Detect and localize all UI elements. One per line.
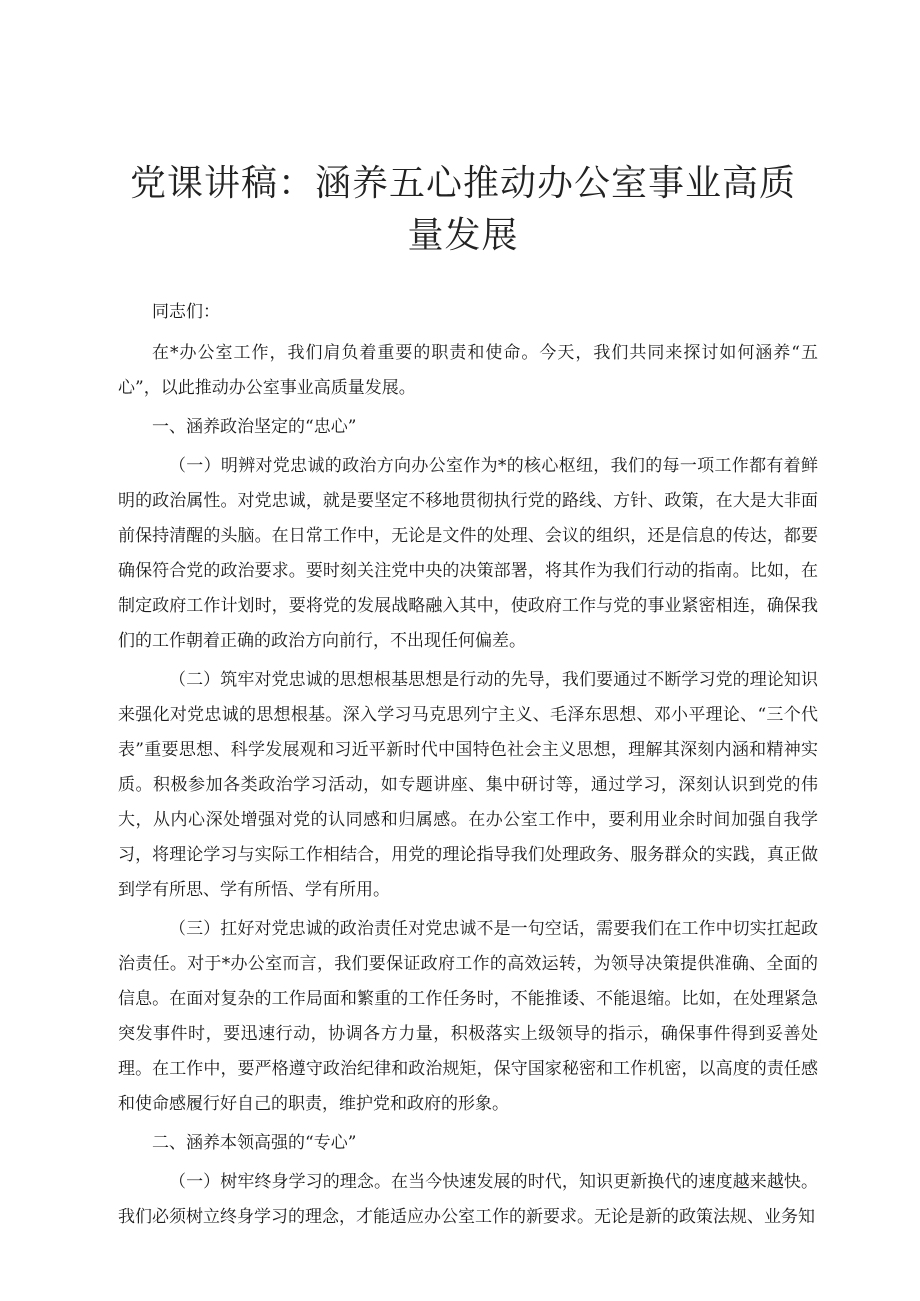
document-body (118, 295, 818, 1239)
section-1-paragraph-2: （二）筑牢对党忠诚的思想根基思想是行动的先导，我们要通过不断学习党的理论知识来强化对党忠诚的思想根基。深入学习马克思列宁主义、毛泽东思想、邓小平理论、“三个代表”重要思想、科学发展观和习近平新时代中国特色社会主义思想，理解其深刻内涵和精神实质。积极参加各类政治学习活动，如专题讲座、集中研讨等，通过学习，深刻认识到党的伟大，从内心深处增强对党的认同感和归属感。在办公室工作中，要利用业余时间加强自我学习，将理论学习与实际工作相结合，用党的理论指导我们处理政务、服务群众的实践，真正做到学有所思、学有所悟、学有所用。 (118, 670, 818, 900)
intro-paragraph: 在*办公室工作，我们肩负着重要的职责和使命。今天，我们共同来探讨如何涵养“五心”，以此推动办公室事业高质量发展。 (118, 343, 818, 398)
document-title: 党课讲稿：涵养五心推动办公室事业高质量发展 (129, 163, 796, 256)
section-1-paragraph-1: （一）明辨对党忠诚的政治方向办公室作为*的核心枢纽，我们的每一项工作都有着鲜明的政治属性。对党忠诚，就是要坚定不移地贯彻执行党的路线、方针、政策，在大是大非面前保持清醒的头脑。在日常工作中，无论是文件的处理、会议的组织，还是信息的传达，都要确保符合党的政治要求。要时刻关注党中央的决策部署，将其作为我们行动的指南。比如，在制定政府工作计划时，要将党的发展战略融入其中，使政府工作与党的事业紧密相连，确保我们的工作朝着正确的政治方向前行，不出现任何偏差。 (118, 456, 818, 651)
section-1-heading: 一、涵养政治坚定的“忠心” (152, 417, 357, 437)
section-1-paragraph-3: （三）扛好对党忠诚的政治责任对党忠诚不是一句空话，需要我们在工作中切实扛起政治责任。对于*办公室而言，我们要保证政府工作的高效运转，为领导决策提供准确、全面的信息。在面对复杂的工作局面和繁重的工作任务时，不能推诿、不能退缩。比如，在处理紧急突发事件时，要迅速行动，协调各方力量，积极落实上级领导的指示，确保事件得到妥善处理。在工作中，要严格遵守政治纪律和政治规矩，保守国家秘密和工作机密，以高度的责任感和使命感履行好自己的职责，维护党和政府的形象。 (118, 919, 818, 1114)
section-2-heading: 二、涵养本领高强的“专心” (152, 1133, 357, 1153)
salutation: 同志们： (152, 302, 220, 322)
section-2-paragraph-1: （一）树牢终身学习的理念。在当今快速发展的时代，知识更新换代的速度越来越快。我们必须树立终身学习的理念，才能适应办公室工作的新要求。无论是新的政策法规、业务知 (118, 1172, 818, 1227)
